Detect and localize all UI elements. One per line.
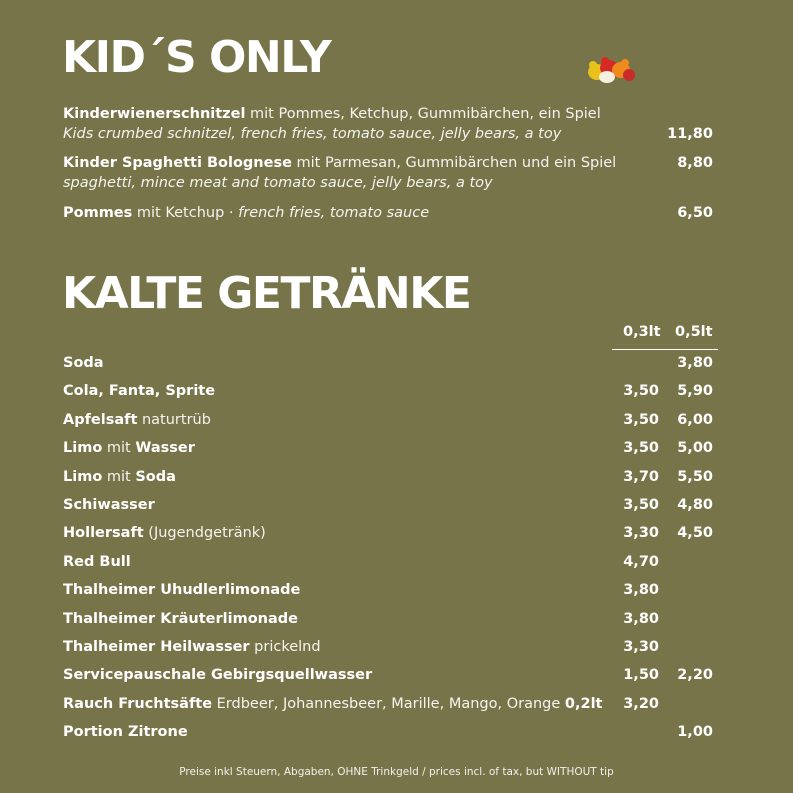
drink-row <box>63 608 713 630</box>
price-0-5lt: 4,50 <box>677 525 713 542</box>
item-desc-en: spaghetti, mince meat and tomato sauce, jelly bears, a toy <box>63 175 493 191</box>
kids-item <box>63 153 713 193</box>
drink-row <box>63 522 713 544</box>
item-desc: mit Parmesan, Gummibärchen und ein Spiel <box>291 155 617 171</box>
price-0-3lt: 3,30 <box>623 525 659 542</box>
drink-row <box>63 636 713 658</box>
drink-label: Servicepauschale Gebirgsquellwasser <box>63 667 373 684</box>
drink-name <box>63 409 211 431</box>
drinks-section-title: KALTE GETRÄNKE <box>62 268 471 319</box>
price-0-3lt: 4,70 <box>623 553 659 570</box>
drink-row <box>63 693 713 715</box>
drink-name <box>63 693 602 715</box>
drink-row <box>63 721 713 743</box>
drink-name <box>63 551 131 573</box>
price-0-3lt: 3,50 <box>623 383 659 400</box>
drink-row <box>63 466 713 488</box>
drink-label: Thalheimer Heilwasser <box>63 639 250 655</box>
drink-name <box>63 664 372 686</box>
drink-row <box>63 494 713 516</box>
price-0-5lt: 1,00 <box>677 724 713 741</box>
price-0-3lt: 3,50 <box>623 497 659 513</box>
price-0-3lt: 3,80 <box>623 610 659 627</box>
column-header-0-3lt: 0,3lt <box>623 324 661 340</box>
footer-note: Preise inkl Steuern, Abgaben, OHNE Trinkgeld / prices incl. of tax, but WITHOUT tip <box>179 766 614 778</box>
drink-name <box>63 494 155 516</box>
drink-name <box>63 579 300 601</box>
price-0-3lt: 3,50 <box>623 411 659 428</box>
price-0-5lt: 5,50 <box>677 468 713 485</box>
drink-desc: mit <box>102 468 136 485</box>
drink-row <box>63 664 713 686</box>
gummy-bears-icon <box>585 56 637 86</box>
kids-item <box>63 203 713 223</box>
item-name: Kinder Spaghetti Bolognese <box>63 155 292 171</box>
drink-row <box>63 579 713 601</box>
drink-row <box>63 437 713 459</box>
price-0-5lt: 2,20 <box>677 667 713 684</box>
drink-label: Limo <box>63 440 103 457</box>
drink-desc: prickelnd <box>249 639 321 655</box>
item-name: Kinderwienerschnitzel <box>63 106 246 122</box>
drink-label: Cola, Fanta, Sprite <box>63 383 216 400</box>
price-0-3lt: 3,50 <box>623 440 659 457</box>
column-header-0-5lt: 0,5lt <box>675 324 713 340</box>
drink-row <box>63 551 713 573</box>
drink-name <box>63 721 188 743</box>
drink-name <box>63 437 195 459</box>
drink-name <box>63 466 176 488</box>
price-0-3lt: 1,50 <box>623 667 659 684</box>
header-divider <box>612 349 718 350</box>
drink-label: Apfelsaft <box>63 411 138 428</box>
drink-name <box>63 522 266 544</box>
item-desc-en: Kids crumbed schnitzel, french fries, tomato sauce, jelly bears, a toy <box>63 126 562 142</box>
drink-row <box>63 409 713 431</box>
drink-label: Thalheimer Uhudlerlimonade <box>63 582 301 599</box>
price-0-5lt: 3,80 <box>677 355 713 371</box>
item-price: 8,80 <box>677 155 713 171</box>
kids-section-title: KID´S ONLY <box>62 32 331 83</box>
price-0-5lt: 5,00 <box>677 440 713 457</box>
price-0-5lt: 5,90 <box>677 383 713 400</box>
drink-label: Schiwasser <box>63 497 155 513</box>
drink-desc: (Jugendgetränk) <box>143 525 266 542</box>
kids-item <box>63 104 713 144</box>
drink-label: Hollersaft <box>63 525 144 542</box>
drink-label: Portion Zitrone <box>63 724 188 741</box>
item-name: Pommes <box>63 205 133 221</box>
item-price: 6,50 <box>677 205 713 221</box>
drink-label: Red Bull <box>63 553 131 570</box>
item-desc-en: french fries, tomato sauce <box>238 205 430 221</box>
drink-label: Rauch Fruchtsäfte <box>63 695 213 712</box>
drink-label: Soda <box>63 355 104 371</box>
price-0-3lt: 3,80 <box>623 582 659 599</box>
item-desc: mit Ketchup · <box>132 205 239 221</box>
price-0-3lt: 3,30 <box>623 639 659 655</box>
drink-label: Wasser <box>135 440 195 457</box>
drink-label: Thalheimer Kräuterlimonade <box>63 610 298 627</box>
drink-label: Limo <box>63 468 103 485</box>
drink-desc: mit <box>102 440 136 457</box>
price-0-3lt: 3,70 <box>623 468 659 485</box>
drink-row <box>63 352 713 374</box>
price-0-5lt: 4,80 <box>677 497 713 513</box>
drink-name <box>63 636 321 658</box>
price-0-3lt: 3,20 <box>623 695 659 712</box>
drink-name <box>63 608 298 630</box>
item-price: 11,80 <box>667 126 713 142</box>
drink-name <box>63 352 104 374</box>
drink-desc: Erdbeer, Johannesbeer, Marille, Mango, Orange <box>212 695 565 712</box>
item-desc: mit Pommes, Ketchup, Gummibärchen, ein Spiel <box>245 106 601 122</box>
drink-name <box>63 380 215 402</box>
drink-label: 0,2lt <box>564 695 603 712</box>
price-0-5lt: 6,00 <box>677 411 713 428</box>
drink-label: Soda <box>135 468 176 485</box>
drink-row <box>63 380 713 402</box>
drink-desc: naturtrüb <box>137 411 211 428</box>
